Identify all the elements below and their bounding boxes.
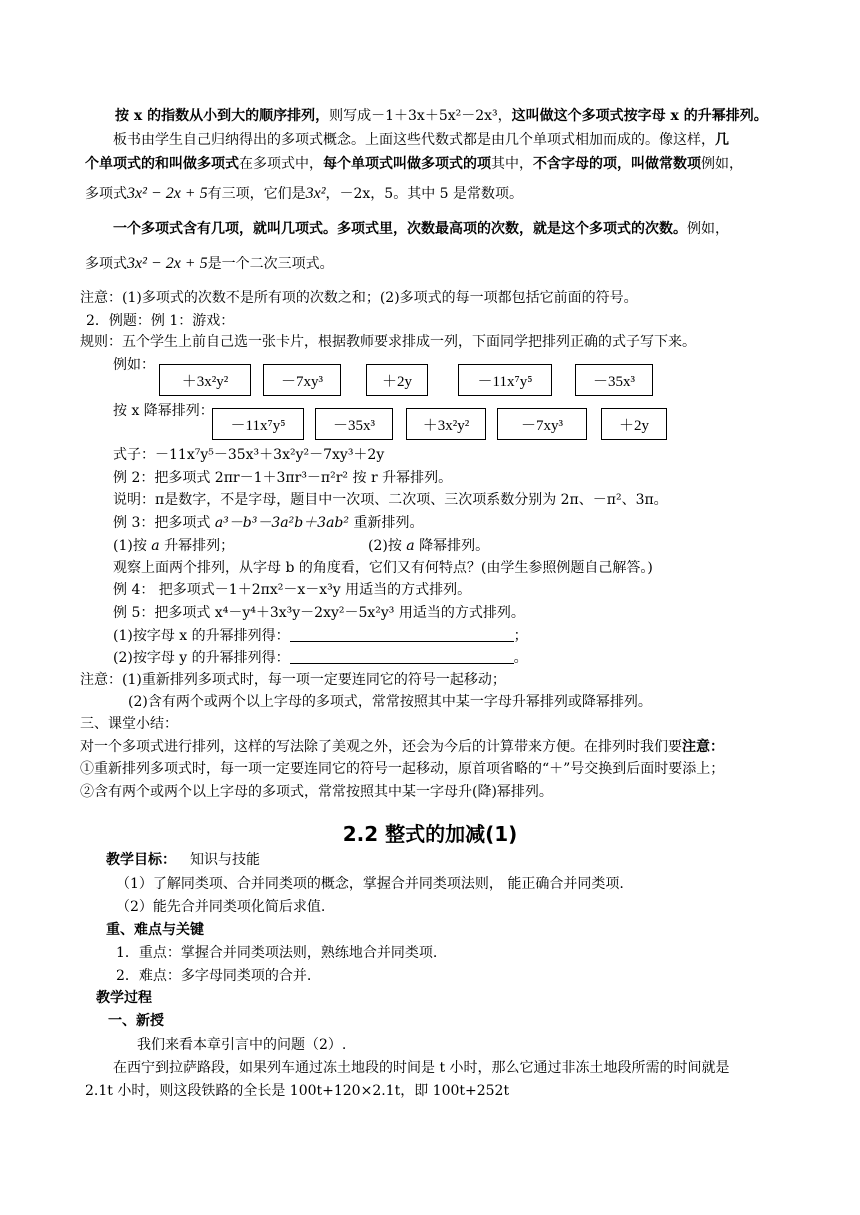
example-5-part-1: [113, 626, 528, 646]
degree-example-lead: 例如，: [687, 221, 729, 237]
degree-example-line: [85, 254, 334, 274]
goal-value: 知识与技能: [190, 852, 260, 868]
observation: 观察上面两个排列，从字母 b 的角度看，它们又有何特点？(由学生参照例题自己解答。): [113, 560, 653, 576]
example-2: 例 2：把多项式 2πr－1＋3πr³－π²r² 按 r 升幂排列。: [113, 470, 453, 486]
concept-connector-2: 其中，: [491, 156, 533, 172]
descending-label: 按 x 降幂排列：: [113, 403, 214, 419]
answer-blank-2[interactable]: [290, 649, 514, 664]
card-row1-5: －35x³: [575, 364, 653, 396]
part-1-label: (1)按字母 x 的升幂排列得：: [113, 628, 290, 644]
degree-definition: 一个多项式含有几项，就叫几项式。多项式里，次数最高项的次数，就是这个多项式的次数。: [113, 221, 687, 237]
card-row1-2: －7xy³: [263, 364, 341, 396]
card-row2-1: －11x⁷y⁵: [212, 408, 304, 440]
card-row1-4: －11x⁷y⁵: [458, 364, 552, 396]
concept-example-lead: 例如，: [701, 156, 743, 172]
example-3-tail: 重新排列。: [349, 515, 424, 531]
polynomial-concept-line-2: [85, 154, 743, 174]
new-lesson-line-1: 我们来看本章引言中的问题（2）.: [137, 1037, 347, 1053]
example-3-option-1: [113, 536, 234, 556]
concept-text: 板书由学生自己归纳得出的多项式概念。上面这些代数式都是由几个单项式相加而成的。像这样，: [113, 132, 715, 148]
order-text-c: 这叫做这个多项式按字母 x 的升幂排列。: [511, 108, 768, 124]
example-heading: 2．例题：例 1：游戏：: [86, 313, 235, 329]
note-2-line-1: 注意：(1)重新排列多项式时，每一项一定要连同它的符号一起移动；: [80, 672, 506, 688]
example-text-2: ，－2x，5。其中 5 是常数项。: [325, 186, 524, 202]
summary-line-1: [80, 737, 724, 757]
example-text: 有三项，它们是: [207, 186, 306, 202]
option-1-tail: 升幂排列；: [159, 538, 235, 554]
definition-constant-term: 不含字母的项，叫做常数项: [533, 156, 701, 172]
option-1-var: a: [151, 538, 160, 554]
example-polynomial: 3x² − 2x + 5: [127, 185, 208, 202]
example-3: [113, 513, 423, 533]
card-row2-5: ＋2y: [601, 408, 667, 440]
summary-attention: 注意：: [682, 739, 724, 755]
degree-example-text: 是一个二次三项式。: [207, 256, 334, 272]
example-term: 3x²: [305, 185, 326, 202]
card-row2-2: －35x³: [315, 408, 393, 440]
option-2-tail: 降幂排列。: [414, 538, 490, 554]
concept-bold: 几: [715, 132, 729, 148]
summary-heading: 三、课堂小结：: [80, 716, 178, 732]
key-point-1: 1．重点：掌握合并同类项法则，熟练地合并同类项.: [116, 945, 438, 961]
summary-text: 对一个多项式进行排列，这样的写法除了美观之外，还会为今后的计算带来方便。在排列时我们要: [80, 739, 682, 755]
degree-example-polynomial: 3x² − 2x + 5: [127, 255, 208, 272]
process-heading: 教学过程: [96, 990, 152, 1006]
new-lesson-heading: 一、新授: [108, 1013, 164, 1029]
example-3-option-2: [368, 536, 489, 556]
note-2-line-2: (2)含有两个或两个以上字母的多项式，常常按照其中某一字母升幂排列或降幂排列。: [128, 694, 652, 710]
key-point-2: 2．难点：多字母同类项的合并.: [116, 968, 312, 984]
part-2-label: (2)按字母 y 的升幂排列得：: [113, 650, 290, 666]
example-3-lead: 例 3：把多项式: [113, 515, 215, 531]
example-3-polynomial: a³－b³－3a²b＋3ab²: [214, 515, 350, 531]
part-2-end: 。: [513, 650, 528, 666]
degree-example-lead-2: 多项式: [85, 256, 127, 272]
summary-line-2: ①重新排列多项式时，每一项一定要连同它的符号一起移动，原首项省略的“＋”号交换到后面时要添上；: [80, 761, 725, 777]
note-1: 注意：(1)多项式的次数不是所有项的次数之和；(2)多项式的每一项都包括它前面的符号。: [80, 290, 638, 306]
section-title: 2.2 整式的加减(1): [342, 822, 518, 846]
example-5-part-2: [113, 648, 528, 668]
game-rule: 规则：五个学生上前自己选一张卡片，根据教师要求排成一列，下面同学把排列正确的式子写下来。: [80, 334, 696, 350]
formula-result: 式子：－11x⁷y⁵－35x³＋3x²y²－7xy³＋2y: [113, 447, 385, 463]
key-points-heading: 重、难点与关键: [106, 922, 204, 938]
polynomial-concept-line-1: [113, 130, 729, 150]
goal-item-1: （1）了解同类项、合并同类项的概念，掌握合并同类项法则， 能正确合并同类项.: [116, 876, 624, 892]
card-row1-1: ＋3x²y²: [159, 364, 251, 396]
example-4: 例 4： 把多项式－1＋2πx²－x－x³y 用适当的方式排列。: [113, 582, 472, 598]
summary-line-3: ②含有两个或两个以上字母的多项式，常常按照其中某一字母升(降)幂排列。: [80, 784, 553, 800]
order-text-a: 按 x 的指数从小到大的顺序排列，: [115, 108, 330, 124]
degree-definition-line: [113, 219, 729, 239]
card-row1-3: ＋2y: [366, 364, 428, 396]
order-definition-line: [115, 106, 768, 126]
example-5: 例 5：把多项式 x⁴－y⁴＋3x³y－2xy²－5x²y³ 用适当的方式排列。: [113, 605, 525, 621]
new-lesson-line-3: 2.1t 小时，则这段铁路的全长是 100t+120×2.1t，即 100t+252t: [85, 1083, 510, 1099]
order-text-b: 则写成－1＋3x＋5x²－2x³，: [329, 108, 512, 124]
example-label: 例如：: [113, 357, 155, 373]
option-2-var: a: [406, 538, 415, 554]
new-lesson-line-2: 在西宁到拉萨路段，如果列车通过冻土地段的时间是 t 小时，那么它通过非冻土地段所需的时间就是: [113, 1060, 730, 1076]
polynomial-example-line: [85, 184, 523, 204]
teaching-goal: [106, 850, 260, 870]
part-1-end: ；: [513, 628, 528, 644]
option-1-lead: (1)按: [113, 538, 152, 554]
card-row2-3: ＋3x²y²: [406, 408, 486, 440]
definition-term: 每个单项式叫做多项式的项: [323, 156, 491, 172]
card-row2-4: －7xy³: [497, 408, 587, 440]
explanation: 说明：π是数字，不是字母，题目中一次项、二次项、三次项系数分别为 2π、－π²、3π。: [113, 492, 668, 508]
goal-label: 教学目标：: [106, 852, 176, 868]
example-lead: 多项式: [85, 186, 127, 202]
option-2-lead: (2)按: [368, 538, 407, 554]
answer-blank-1[interactable]: [290, 627, 514, 642]
concept-connector: 在多项式中，: [239, 156, 323, 172]
goal-item-2: （2）能先合并同类项化简后求值.: [116, 899, 326, 915]
definition-polynomial: 个单项式的和叫做多项式: [85, 156, 239, 172]
